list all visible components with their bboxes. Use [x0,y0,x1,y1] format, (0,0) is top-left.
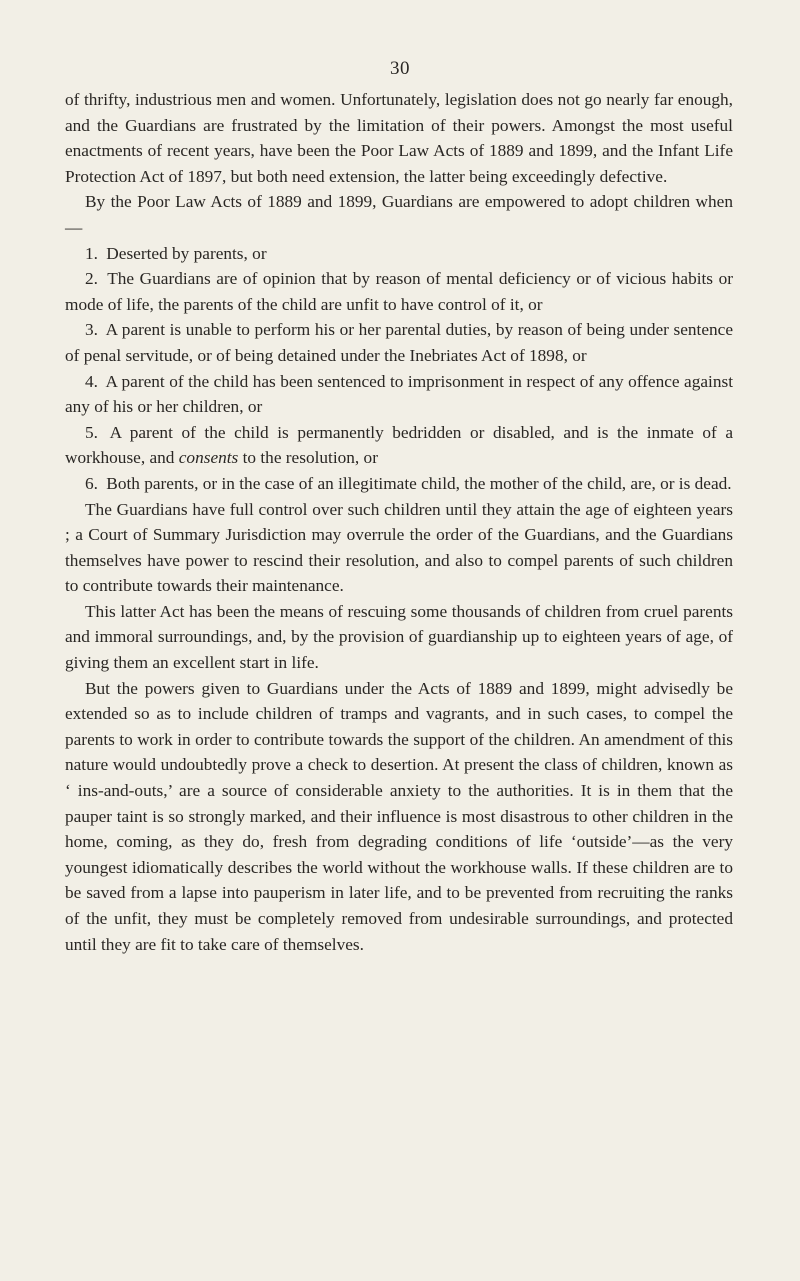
list-item-3 [65,317,733,368]
list-item-number: 6. [85,473,98,493]
paragraph-guardians-control: The Guardians have full control over such children until they attain the age of eighteen years ; a Court of Summary Jurisdiction may overrule the order of the Guardians, and the Guardians themselves have power to rescind their resolution, and also to compel parents of such children to contribute towards their maintenance. [65,499,733,596]
list-item-6 [65,471,733,497]
body-text [65,87,733,957]
list-item-2 [65,266,733,317]
list-item-number: 1. [85,243,98,263]
list-item-number: 4. [85,371,98,391]
list-item-text: A parent of the child is permanently bedridden or disabled, and is the inmate of a workhouse, and [65,422,733,468]
list-item-text: A parent is unable to perform his or her parental duties, by reason of being under sentence of penal servitude, or of being detained under the Inebriates Act of 1898, or [65,320,734,365]
paragraph-continuation: of thrifty, industrious men and women. Unfortunately, legislation does not go nearly far enough, and the Guardians are frustrated by the limitation of their powers. Amongst the most useful enactments of recent years, have been the Poor Law Acts of 1889 and 1899, and the Infant Life Protection Act of 1897, but both need extension, the latter being exceedingly defective. [65,90,733,186]
list-item-5 [65,420,733,471]
paragraph-powers-extension: But the powers given to Guardians under the Acts of 1889 and 1899, might advisedly be extended so as to include children of tramps and vagrants, and in such cases, to compel the parents to work in order to contribute towards the support of the children. An amendment of this nature would undoubtedly prove a check to desertion. At present the class of children, known as ‘ ins-and-outs,’ are a source of considerable anxiety to the authorities. It is in them that the pauper taint is so strongly marked, and their influence is most disastrous to other children in the home, coming, as they do, fresh from degrading conditions of life ‘outside’—as the very youngest idiomatically describes the world without the workhouse walls. If these children are to be saved from a lapse into pauperism in later life, and to be prevented from recruiting the ranks of the unfit, they must be completely removed from undesirable surroundings, and protected until they are fit to take care of themselves. [65,678,733,954]
list-item-4 [65,369,733,420]
paragraph-act-effect: This latter Act has been the means of rescuing some thousands of children from cruel parents and immoral surroundings, and, by the provision of guardianship up to eighteen years of age, of giving them an excellent start in life. [65,601,733,673]
page-number: 30 [390,58,410,79]
list-item-emphasis: consents [178,448,239,468]
list-item-1 [65,241,733,267]
list-item-number: 3. [85,320,98,340]
list-item-number: 2. [85,269,98,289]
list-item-text: Deserted by parents, or [106,243,267,263]
list-item-text: A parent of the child has been sentenced to imprisonment in respect of any offence against any of his or her children, or [65,371,733,417]
list-item-text: to the resolution, or [242,448,378,468]
list-item-text: Both parents, or in the case of an illegitimate child, the mother of the child, are, or is dead. [106,473,732,493]
paragraph-adoption-intro: By the Poor Law Acts of 1889 and 1899, Guardians are empowered to adopt children when— [65,192,733,237]
list-item-text: The Guardians are of opinion that by reason of mental deficiency or of vicious habits or mode of life, the parents of the child are unfit to have control of it, or [65,269,733,314]
list-item-number: 5. [85,422,98,442]
